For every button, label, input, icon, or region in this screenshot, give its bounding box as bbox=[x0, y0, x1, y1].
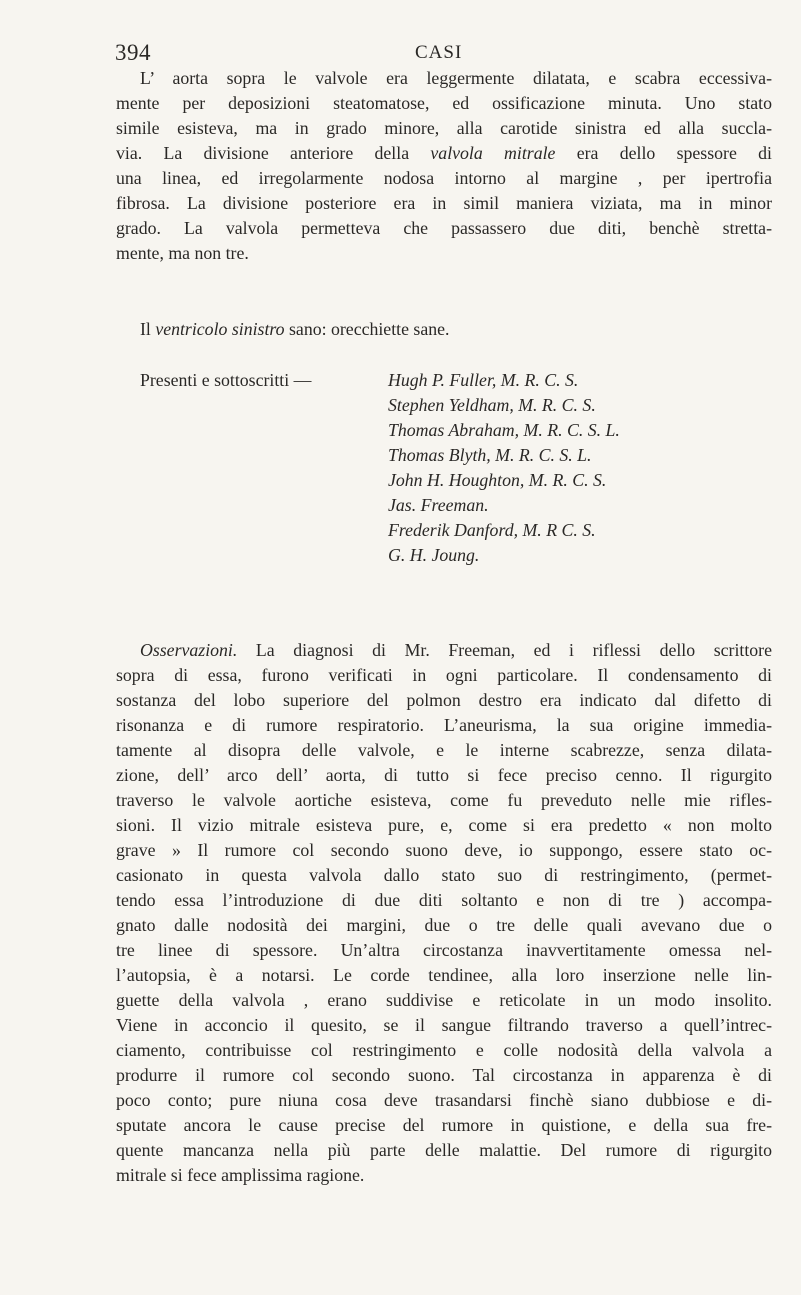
text-line: fibrosa. La divisione posteriore era in simil maniera viziata, ma in minor bbox=[116, 193, 772, 213]
signatory-name: Thomas Blyth, M. R. C. S. L. bbox=[388, 445, 592, 465]
text-line: sioni. Il vizio mitrale esisteva pure, e, come si era predetto « non molto bbox=[116, 815, 772, 835]
text-line: gnato dalle nodosità dei margini, due o tre delle quali avevano due o bbox=[116, 915, 772, 935]
signatory-name: John H. Houghton, M. R. C. S. bbox=[388, 470, 607, 490]
signatory-name: Frederik Danford, M. R C. S. bbox=[388, 520, 596, 540]
text-line: mente, ma non tre. bbox=[116, 243, 249, 263]
text-fragment: Il bbox=[140, 319, 156, 339]
signatories-list bbox=[388, 368, 620, 568]
signatory-name: G. H. Joung. bbox=[388, 545, 480, 565]
italic-term-valvola-mitrale: valvola mitrale bbox=[430, 143, 556, 163]
text-line: ciamento, contribuisse col restringimento e colle nodosità della valvola a bbox=[116, 1040, 772, 1060]
text-line: zione, dell’ arco dell’ aorta, di tutto si fece preciso cenno. Il rigurgito bbox=[116, 765, 772, 785]
text-line: una linea, ed irregolarmente nodosa intorno al margine , per ipertrofia bbox=[116, 168, 772, 188]
observations-paragraph bbox=[116, 638, 772, 1188]
text-line: casionato in questa valvola dallo stato suo di restringimento, (permet- bbox=[116, 865, 772, 885]
text-line: tamente al disopra delle valvole, e le interne scabrezze, senza dilata- bbox=[116, 740, 772, 760]
text-line: quente mancanza nella più parte delle malattie. Del rumore di rigurgito bbox=[116, 1140, 772, 1160]
signatory-name: Stephen Yeldham, M. R. C. S. bbox=[388, 395, 596, 415]
text-line: mitrale si fece amplissima ragione. bbox=[116, 1165, 365, 1185]
text-fragment: La diagnosi di Mr. Freeman, ed i riflessi dello scrittore bbox=[237, 640, 772, 660]
text-line: produrre il rumore col secondo suono. Tal circostanza in apparenza è di bbox=[116, 1065, 772, 1085]
running-head: CASI bbox=[415, 42, 463, 63]
text-line: mente per deposizioni steatomatose, ed ossificazione minuta. Uno stato bbox=[116, 93, 772, 113]
text-line: simile esisteva, ma in grado minore, alla carotide sinistra ed alla succla- bbox=[116, 118, 772, 138]
text-line: grave » Il rumore col secondo suono deve, io suppongo, essere stato oc- bbox=[116, 840, 772, 860]
text-line: sputate ancora le cause precise del rumore in quistione, e della sua fre- bbox=[116, 1115, 772, 1135]
text-line: sostanza del lobo superiore del polmon destro era indicato dal difetto di bbox=[116, 690, 772, 710]
italic-term-ventricolo: ventricolo sinistro bbox=[155, 319, 285, 339]
text-line: l’autopsia, è a notarsi. Le corde tendinee, alla loro inserzione nelle lin- bbox=[116, 965, 772, 985]
text-line: guette della valvola , erano suddivise e reticolate in un modo insolito. bbox=[116, 990, 772, 1010]
text-line: grado. La valvola permetteva che passassero due diti, benchè stretta- bbox=[116, 218, 772, 238]
signatories-intro: Presenti e sottoscritti — bbox=[140, 370, 312, 390]
text-line: Viene in acconcio il quesito, se il sangue filtrando traverso a quell’intrec- bbox=[116, 1015, 772, 1035]
page-number: 394 bbox=[115, 40, 151, 65]
signatory-name: Hugh P. Fuller, M. R. C. S. bbox=[388, 370, 579, 390]
text-line-mixed bbox=[116, 141, 772, 166]
text-line: poco conto; pure niuna cosa deve trasandarsi finchè siano dubbiose e di- bbox=[116, 1090, 772, 1110]
text-line: sopra di essa, furono verificati in ogni particolare. Il condensamento di bbox=[116, 665, 772, 685]
text-fragment: era dello spessore di bbox=[555, 143, 772, 163]
autopsy-paragraph bbox=[116, 66, 772, 266]
text-line-mixed bbox=[116, 638, 772, 663]
ventricle-paragraph bbox=[116, 317, 772, 342]
text-fragment: via. La divisione anteriore della bbox=[116, 143, 431, 163]
observations-label: Osservazioni. bbox=[140, 640, 238, 660]
text-line: traverso le valvole aortiche esisteva, come fu preveduto nelle mie rifles- bbox=[116, 790, 772, 810]
text-fragment: sano: orecchiette sane. bbox=[284, 319, 450, 339]
text-line: risonanza e di rumore respiratorio. L’aneurisma, la sua origine immedia- bbox=[116, 715, 772, 735]
text-line: L’ aorta sopra le valvole era leggermente dilatata, e scabra eccessiva- bbox=[140, 68, 772, 88]
signatory-name: Thomas Abraham, M. R. C. S. L. bbox=[388, 420, 620, 440]
text-line: tendo essa l’introduzione di due diti soltanto e non di tre ) accompa- bbox=[116, 890, 772, 910]
signatory-name: Jas. Freeman. bbox=[388, 495, 489, 515]
text-line: tre linee di spessore. Un’altra circostanza inavvertitamente omessa nel- bbox=[116, 940, 772, 960]
text-line-mixed bbox=[116, 317, 772, 342]
